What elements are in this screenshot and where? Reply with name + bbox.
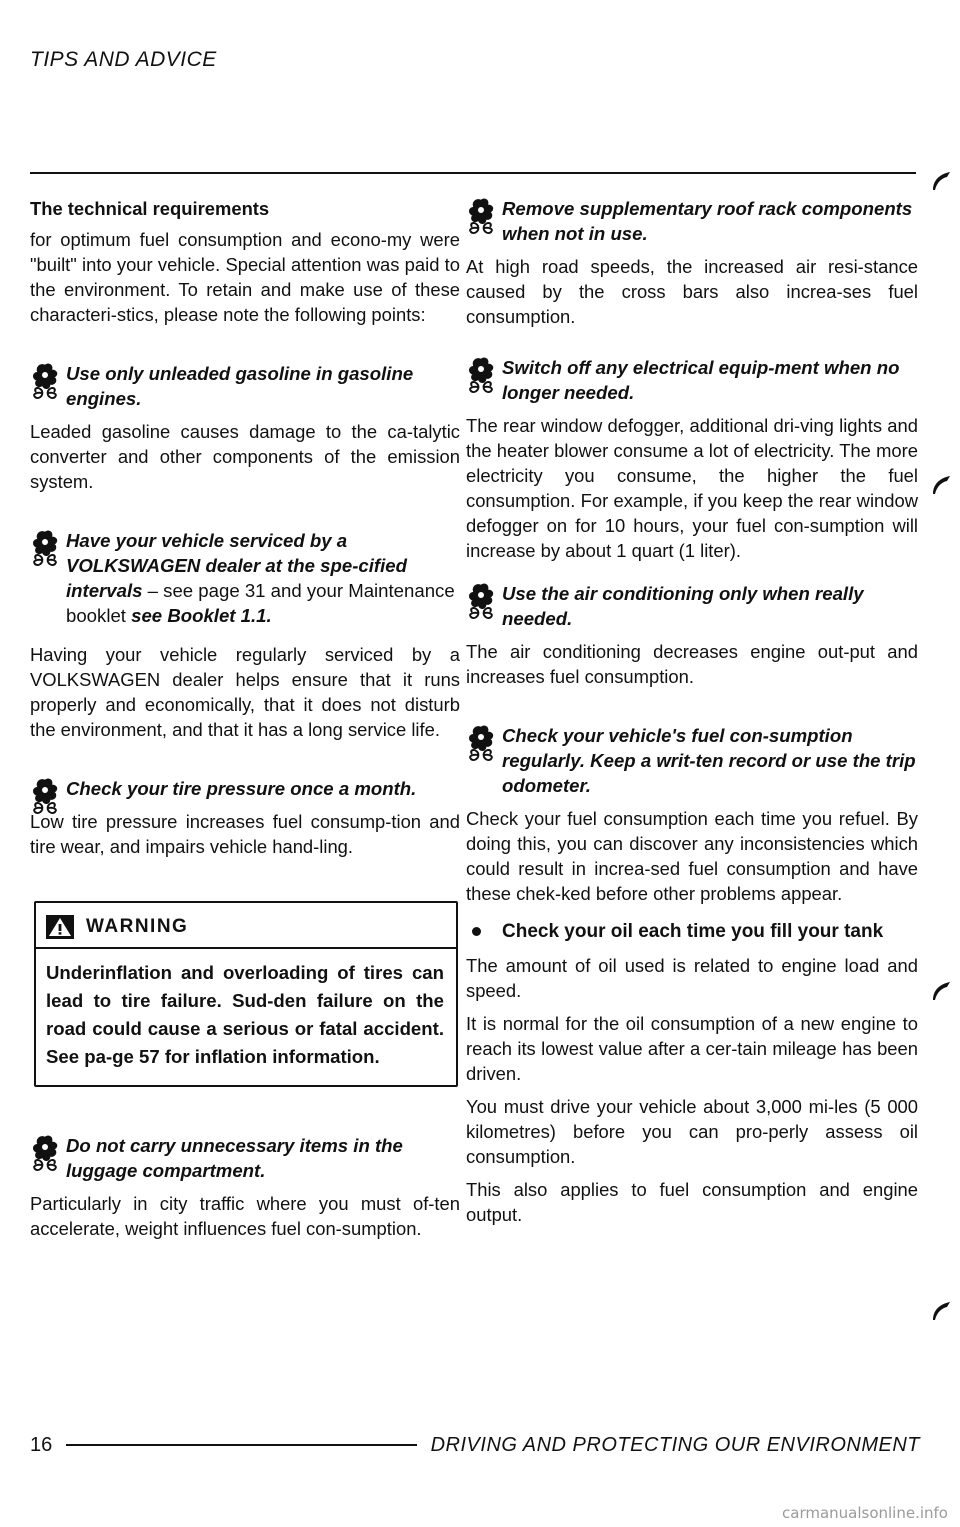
oil-text-1: The amount of oil used is related to engine load and speed.: [466, 955, 918, 1001]
left-column: [30, 196, 460, 1241]
warning-triangle-icon: [46, 915, 74, 939]
watermark: carmanualsonline.info: [782, 1504, 948, 1522]
flower-icon: [466, 197, 496, 239]
warning-header: [36, 903, 456, 947]
tip-unleaded: [30, 361, 460, 411]
top-divider: [30, 172, 916, 174]
flower-icon: [30, 529, 60, 571]
margin-arrow-icon: [930, 170, 952, 192]
flower-icon: [466, 356, 496, 398]
warning-title: WARNING: [86, 916, 189, 937]
footer-divider: [66, 1444, 416, 1446]
bullet-dot-icon: [472, 927, 481, 936]
intro-heading: The technical requirements: [30, 198, 270, 219]
tip-electrical: [466, 355, 918, 405]
tip-luggage-text: Do not carry unnecessary items in the luggage compartment.: [66, 1135, 403, 1181]
flower-icon: [30, 777, 60, 819]
unleaded-text: Leaded gasoline causes damage to the ca-talytic converter and other components of the emission system.: [30, 421, 460, 492]
margin-arrow-icon: [930, 980, 952, 1002]
warning-box: [34, 901, 458, 1087]
tip-air-conditioning-text: Use the air conditioning only when really needed.: [502, 583, 864, 629]
air-conditioning-text: The air conditioning decreases engine out-put and increases fuel consumption.: [466, 641, 918, 687]
tip-unleaded-text: Use only unleaded gasoline in gasoline engines.: [66, 363, 414, 409]
roof-rack-text: At high road speeds, the increased air resi-stance caused by the cross bars also increa-ses fuel consumption.: [466, 256, 918, 327]
warning-text: Underinflation and overloading of tires can lead to tire failure. Sud-den failure on the road could cause a serious or fatal accident. See pa-ge 57 for inflation information.: [46, 962, 444, 1067]
electrical-text: The rear window defogger, additional dri-ving lights and the heater blower consume a lot of electricity. The more electricity you consume, the higher the fuel consumption. For example, if you keep the rear window defogger on for 10 hours, your fuel con-sumption will increase by about 1 quart (1 liter).: [466, 415, 918, 561]
page-number: 16: [30, 1433, 53, 1456]
tip-fuel-consumption-text: Check your vehicle's fuel con-sumption regularly. Keep a writ-ten record or use the trip odometer.: [502, 725, 916, 796]
tip-roof-rack-text: Remove supplementary roof rack components when not in use.: [502, 198, 913, 244]
tip-fuel-consumption: [466, 723, 918, 798]
page-footer: [30, 1430, 920, 1460]
tip-air-conditioning: [466, 581, 918, 631]
tip-tire-text: Check your tire pressure once a month.: [66, 778, 417, 799]
chapter-title: DRIVING AND PROTECTING OUR ENVIRONMENT: [430, 1433, 920, 1456]
oil-text-2: It is normal for the oil consumption of a new engine to reach its lowest value after a cer-tain mileage has been driven.: [466, 1013, 918, 1084]
oil-check-heading-text: Check your oil each time you fill your tank: [502, 921, 884, 942]
tip-serviced-booklet: see Booklet 1.1.: [131, 605, 272, 626]
tip-electrical-text: Switch off any electrical equip-ment when no longer needed.: [502, 357, 900, 403]
intro-text: for optimum fuel consumption and econo-my were "built" into your vehicle. Special attention was paid to the environment. To retain and make use of these characteri-stics, please note the following points:: [30, 229, 460, 325]
flower-icon: [30, 362, 60, 404]
right-column: [466, 196, 918, 1227]
tire-text: Low tire pressure increases fuel consump-tion and tire wear, and impairs vehicle hand-ling.: [30, 811, 460, 857]
serviced-text: Having your vehicle regularly serviced by a VOLKSWAGEN dealer helps ensure that it runs properly and economically, that it does not disturb the environment, and that it has a long service life.: [30, 644, 460, 740]
tip-tire: [30, 776, 460, 801]
oil-check-heading: [466, 918, 918, 945]
oil-text-3: You must drive your vehicle about 3,000 mi-les (5 000 kilometres) before you can pro-perly assess oil consumption.: [466, 1096, 918, 1167]
tip-roof-rack: [466, 196, 918, 246]
flower-icon: [466, 582, 496, 624]
tip-serviced-heading: Have your vehicle serviced by a VOLKSWAGEN dealer at the spe-cified intervals: [66, 530, 407, 601]
luggage-text: Particularly in city traffic where you must of-ten accelerate, weight influences fuel con-sumption.: [30, 1193, 460, 1239]
flower-icon: [466, 724, 496, 766]
margin-arrow-icon: [930, 474, 952, 496]
tip-luggage: [30, 1133, 460, 1183]
tip-serviced-reference: – see page 31 and your Maintenance booklet: [66, 580, 455, 626]
flower-icon: [30, 1134, 60, 1176]
tip-serviced: [30, 528, 460, 628]
section-title: TIPS AND ADVICE: [30, 48, 217, 71]
margin-arrow-icon: [930, 1300, 952, 1322]
fuel-consumption-text: Check your fuel consumption each time you refuel. By doing this, you can discover any inconsistencies which could result in increa-sed fuel consumption and have these chek-ked before other problems appear.: [466, 808, 918, 904]
oil-text-4: This also applies to fuel consumption and engine output.: [466, 1179, 918, 1225]
